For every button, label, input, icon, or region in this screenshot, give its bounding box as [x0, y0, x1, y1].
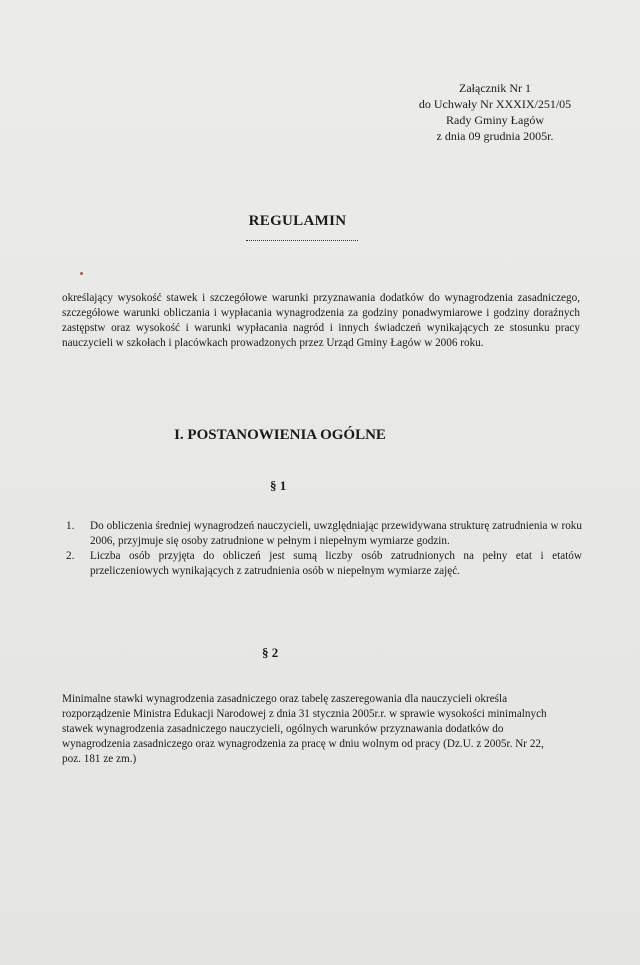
section-title: I. POSTANOWIENIA OGÓLNE	[174, 427, 386, 443]
paragraph-2-mark: § 2	[262, 645, 279, 660]
attachment-line-4: z dnia 09 grudnia 2005r.	[436, 129, 554, 143]
attachment-line-1: Załącznik Nr 1	[459, 81, 531, 95]
intro-paragraph: określający wysokość stawek i szczegółowe warunki przyznawania dodatków do wynagrodzenia zasadniczego, szczegółowe warunki obliczania i wypłacania wynagrodzenia za godziny ponadwymiarowe i godziny doraźnych zastępstw oraz wysokość i warunki wypłacania nagród i innych świadczeń wynikających ze stosunku pracy nauczycieli w szkołach i placówkach prowadzonych przez Urząd Gminy Łagów w 2006 roku.	[62, 292, 580, 349]
paper-speck	[80, 272, 83, 275]
document-title: REGULAMIN	[248, 213, 347, 229]
list-item-text: Liczba osób przyjęta do obliczeń jest sumą liczby osób zatrudnionych na pełny etat i etatów przeliczeniowych wynikających z zatrudnienia osób w niepełnym wymiarze zajęć.	[90, 550, 582, 577]
attachment-header	[410, 80, 580, 144]
list-item-text: Do obliczenia średniej wynagrodzeń nauczycieli, uwzględniając przewidywana strukturę zatrudnienia w roku 2006, przyjmuje się osoby zatrudnione w pełnym i niepełnym wymiarze godzin.	[90, 520, 582, 547]
paragraph-1-mark: § 1	[270, 478, 287, 493]
list-item-number: 1.	[66, 520, 75, 532]
paragraph-1-list	[66, 519, 582, 579]
paragraph-2-text: Minimalne stawki wynagrodzenia zasadniczego oraz tabelę zaszeregowania dla nauczycieli określa rozporządzenie Ministra Edukacji Narodowej z dnia 31 stycznia 2005r.r. w sprawie wysokości minimalnych stawek wynagrodzenia zasadniczego nauczycieli, ogólnych warunków przyznawania dodatków do wynagrodzenia zasadniczego oraz wynagrodzenia za pracę w dniu wolnym od pracy (Dz.U. z 2005r. Nr 22, poz. 181 ze zm.)	[62, 693, 547, 765]
list-item	[66, 519, 582, 548]
attachment-line-2: do Uchwały Nr XXXIX/251/05	[418, 97, 572, 111]
attachment-line-3: Rady Gminy Łagów	[446, 113, 544, 127]
list-item	[66, 549, 582, 578]
list-item-number: 2.	[66, 550, 75, 562]
title-underline	[246, 240, 358, 241]
